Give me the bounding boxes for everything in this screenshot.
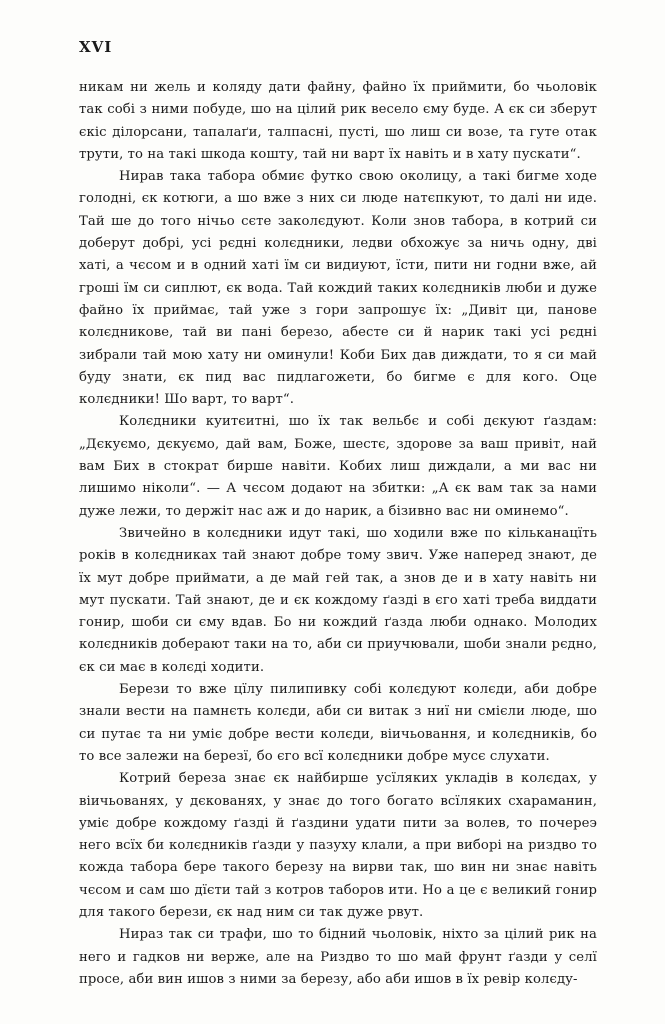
paragraph: Звичейно в колєдники идут такі, шо ходили вже по кільканацїть років в колєдниках тай знают добре тому звич. Уже напеpед знают, де їх мут добре приймати, а де май гей так, а знов де и в хату навіть ни мут пускати. Тай знают, де и єк кождому ґазді в єго хаті треба виддати гонир, шоби си єму вдав. Бо ни кождий ґазда люби однако. Молодих колєдників доберают таки на то, аби си приучювали, шоби знали рєдно, єк си має в колєді ходити. xyxy=(79,525,597,675)
paragraph: Котрий береза знає єк найбирше усїляких укладів в колєдах, у віичьованях, у дєкованях, у знає до того богато всїляких схараманин, уміє добре кождому ґазді й ґаздини удати пити за волев, то почереэ него всїх би колєдників ґазди у пазуху клали, а при виборі на риздво то кожда табора бере такого березу на вирви так, шо вин ни знає навіть чєсом и сам шо дїєти тай з котров таборов ити. Но а це є великий гонир для такого берези, єк над ним си так дуже рвут. xyxy=(79,771,597,920)
paragraph: Колєдники куитєитні, шо їх так вельбє и собі дєкуют ґаздам: „Дєкуємо, дєкуємо, дай вам, Боже, шестє, здорове за ваш привіт, най вам Бих в стократ бирше навіти. Кобих лиш диждали, а ми вас ни лишимо ніколи“. — А чєсом додают на збитки: „А єк вам так за нами дуже лежи, то держіт нас аж и до нарик, а бізивно вас ни оминемо“. xyxy=(79,414,597,519)
paragraph: Нирав така табора обмиє футко свою околицу, а такі бигме ходе голодні, єк котюги, а шо вже з них си люде натєпкуют, то далі ни иде. Тай ше до того нічьо сєте заколєдуют. Коли знов табора, в котрий си доберут добрі, усі рєдні колєдники, ледви обхожує за ничь одну, дві хаті, а чєсом и в одний хаті їм си видиуют, їсти, пити ни годни вже, ай гроші їм си сиплют, єк вода. Тай кождий таких колєдників люби и дуже файно їх приймає, тай уже з гори запрошує їх: „Дивіт ци, панове колєдникове, тай ви пані березо, абесте си й нарик такі усі рєдні зибрали тай мою хату ни оминули! Коби Бих дав диждати, то я си май буду знати, єк пид вас пидлагожети, бо бигме є для кого. Оце колєдники! Шо варт, то варт“. xyxy=(79,169,597,408)
paragraph: Нираз так си трафи, шо то бідний чьоловік, ніхто за цілий рик на него и гадков ни верже, але на Риздво то шо май фрунт ґазди у селї просе, аби вин ишов з ними за березу, або аби ишов в їх ревір колєду- xyxy=(79,927,597,987)
paragraph-continuation: никам ни жель и коляду дати файну, файно їх приймити, бо чьоловік так собі з ними побуде, шо на цілий рик весело єму буде. А єк си зберут єкіс ділорсани, тапалаґи, талпасні, пусті, шо лиш си возе, та гуте отак трути, то на такі шкода кошту, тай ни варт їх навіть и в хату пускати“. xyxy=(79,80,597,162)
page-number: XVI xyxy=(79,38,113,56)
body-text xyxy=(79,77,597,991)
paragraph: Берези то вже цїлу пилипивку собі колєдуют колєди, аби добре знали вести на памнєть колєди, аби си витак з ниї ни смієли люде, шо си путає та ни уміє добре вести колєди, віичьовання, и колєдників, бо то все залежи на березї, бо єго всї колєдники добре мусє слухати. xyxy=(79,682,597,764)
